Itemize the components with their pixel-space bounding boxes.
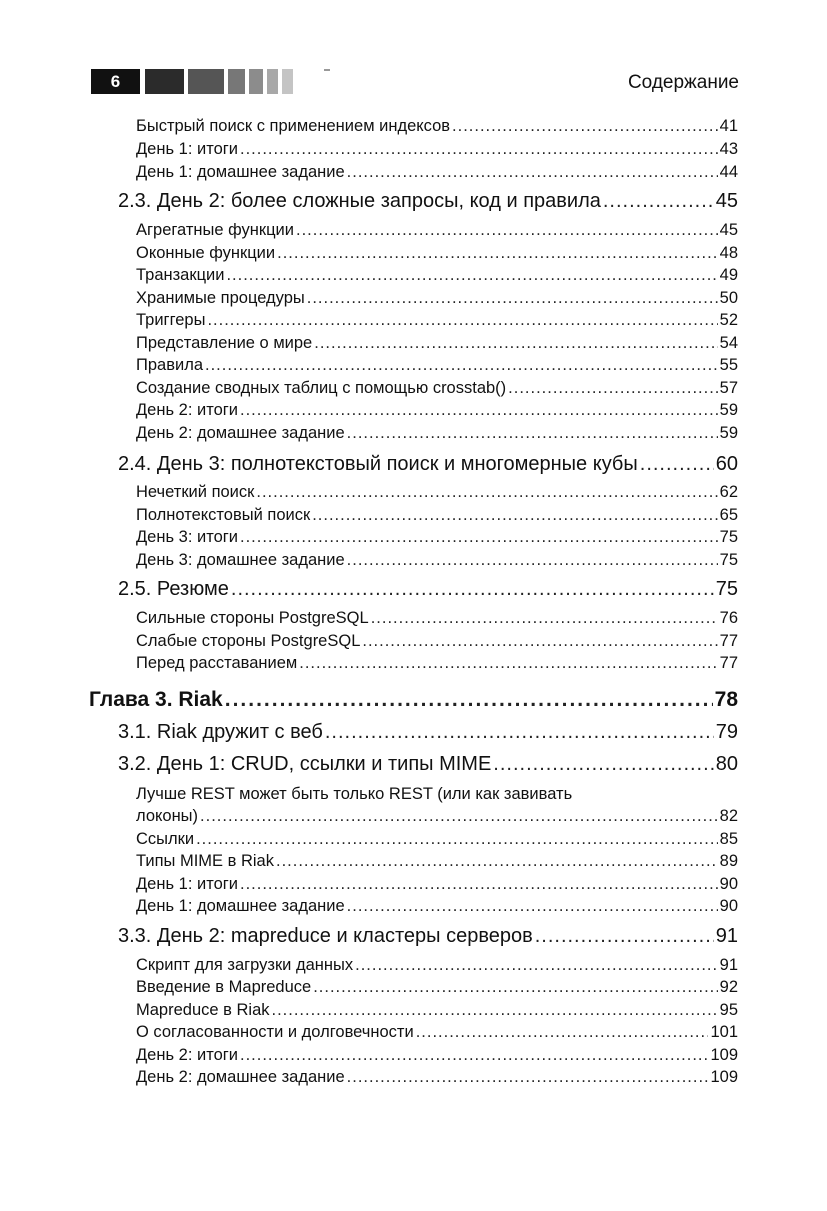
toc-leader xyxy=(493,753,713,776)
toc-leader xyxy=(347,163,718,182)
toc-entry-title: Транзакции xyxy=(136,266,225,284)
toc-entry-title: День 3: домашнее задание xyxy=(136,551,345,569)
toc-entry-title-line1: Лучше REST может быть только REST (или как завивать xyxy=(136,785,573,803)
toc-leader xyxy=(640,453,714,476)
toc-entry-page: 76 xyxy=(719,609,738,627)
toc-leader xyxy=(277,244,718,263)
toc-entry-title: Ссылки xyxy=(136,830,195,848)
toc-entry-page: 45 xyxy=(719,221,738,239)
toc-leader xyxy=(240,528,718,547)
toc-entry-title: Mapreduce в Riak xyxy=(136,1001,270,1019)
toc-leader xyxy=(256,483,717,502)
toc-entry-page: 109 xyxy=(710,1068,738,1086)
toc-entry-page: 44 xyxy=(719,163,738,181)
toc-section-page: 75 xyxy=(715,578,738,600)
toc-leader xyxy=(205,356,718,375)
toc-leader xyxy=(508,379,717,398)
header-decor-bar xyxy=(249,69,263,94)
header-decor-bar xyxy=(282,69,293,94)
toc-section-page: 91 xyxy=(715,925,738,947)
toc-entry[interactable] xyxy=(136,356,738,375)
page-header xyxy=(0,0,827,110)
toc-entry[interactable] xyxy=(136,424,738,443)
toc-leader xyxy=(535,925,714,948)
toc-entry-title: Оконные функции xyxy=(136,244,276,262)
toc-section-title: 3.3. День 2: mapreduce и кластеры серверов xyxy=(118,925,533,947)
toc-entry-title: Полнотекстовый поиск xyxy=(136,506,311,524)
toc-section-title: 2.4. День 3: полнотекстовый поиск и многомерные кубы xyxy=(118,453,638,475)
toc-section[interactable] xyxy=(118,453,738,476)
toc-leader xyxy=(276,852,718,871)
toc-entry[interactable] xyxy=(136,379,738,398)
toc-section[interactable] xyxy=(118,753,738,776)
toc-section-page: 79 xyxy=(715,721,738,743)
page-title: Содержание xyxy=(627,72,739,93)
toc-entry-title: Типы MIME в Riak xyxy=(136,852,274,870)
toc-leader xyxy=(231,578,714,601)
toc-entry[interactable] xyxy=(136,632,738,651)
toc-leader xyxy=(196,830,718,849)
toc-leader xyxy=(603,190,714,213)
toc-chapter-page: 78 xyxy=(714,688,738,711)
toc-entry-page: 85 xyxy=(719,830,738,848)
toc-leader xyxy=(272,1001,718,1020)
toc-entry[interactable] xyxy=(136,654,738,673)
toc-entry-title: День 1: домашнее задание xyxy=(136,897,345,915)
toc-entry-page: 49 xyxy=(719,266,738,284)
toc-entry-page: 57 xyxy=(719,379,738,397)
toc-entry-page: 43 xyxy=(719,140,738,158)
toc-entry-page: 91 xyxy=(719,956,738,974)
toc-entry-title: День 1: домашнее задание xyxy=(136,163,345,181)
toc-entry-title: локоны) xyxy=(136,807,199,825)
toc-chapter[interactable] xyxy=(89,688,738,712)
toc-entry-title: Слабые стороны PostgreSQL xyxy=(136,632,361,650)
toc-entry[interactable] xyxy=(136,1023,738,1042)
toc-entry-title: Правила xyxy=(136,356,203,374)
toc-leader xyxy=(240,1046,708,1065)
header-decor-bar xyxy=(145,69,184,94)
toc-entry[interactable] xyxy=(136,506,738,525)
toc-entry-title: Быстрый поиск с применением индексов xyxy=(136,117,451,135)
toc-entry[interactable] xyxy=(136,221,738,240)
header-decor-tick xyxy=(324,69,330,71)
toc-leader xyxy=(226,266,717,285)
toc-leader xyxy=(225,688,713,712)
toc-entry[interactable] xyxy=(136,401,738,420)
toc-leader xyxy=(416,1023,709,1042)
toc-entry-page: 59 xyxy=(719,401,738,419)
toc-section[interactable] xyxy=(118,578,738,601)
toc-leader xyxy=(200,807,718,826)
toc-entry-title: Нечеткий поиск xyxy=(136,483,255,501)
toc-entry[interactable] xyxy=(136,483,738,502)
toc-section-page: 60 xyxy=(715,453,738,475)
toc-entry-title: День 2: итоги xyxy=(136,1046,238,1064)
toc-entry-page: 90 xyxy=(719,875,738,893)
toc-leader xyxy=(312,506,717,525)
toc-entry[interactable] xyxy=(136,140,738,159)
toc-entry-title: День 2: домашнее задание xyxy=(136,424,345,442)
toc-section[interactable] xyxy=(118,721,738,744)
toc-entry[interactable] xyxy=(136,956,738,975)
toc-entry-title: Создание сводных таблиц с помощью crosstab() xyxy=(136,379,507,397)
toc-entry[interactable] xyxy=(136,978,738,997)
toc-leader xyxy=(325,721,714,744)
toc-leader xyxy=(347,897,718,916)
toc-leader xyxy=(313,978,717,997)
toc-leader xyxy=(314,334,717,353)
toc-entry-page: 41 xyxy=(719,117,738,135)
toc-leader xyxy=(452,117,718,136)
toc-entry-page: 55 xyxy=(719,356,738,374)
header-decor-bar xyxy=(267,69,278,94)
toc-section[interactable] xyxy=(118,190,738,213)
toc-entry-page: 75 xyxy=(719,528,738,546)
toc-entry[interactable] xyxy=(136,897,738,916)
toc-leader xyxy=(240,140,718,159)
toc-entry-page: 77 xyxy=(719,654,738,672)
toc-entry-page: 75 xyxy=(719,551,738,569)
toc-entry-title: Триггеры xyxy=(136,311,206,329)
toc-entry[interactable] xyxy=(136,1068,738,1087)
toc-leader xyxy=(347,551,718,570)
toc-entry[interactable] xyxy=(136,528,738,547)
toc-entry-title: Введение в Mapreduce xyxy=(136,978,312,996)
toc-entry-page: 52 xyxy=(719,311,738,329)
toc-entry-page: 89 xyxy=(719,852,738,870)
toc-entry[interactable] xyxy=(136,163,738,182)
toc-entry[interactable] xyxy=(136,551,738,570)
toc-leader xyxy=(207,311,717,330)
toc-section-page: 45 xyxy=(715,190,738,212)
toc-section-title: 3.1. Riak дружит с веб xyxy=(118,721,323,743)
toc-entry-title: День 1: итоги xyxy=(136,140,238,158)
toc-entry[interactable] xyxy=(136,289,738,308)
toc-leader xyxy=(307,289,718,308)
toc-section-title: 2.3. День 2: более сложные запросы, код и правила xyxy=(118,190,601,212)
toc-leader xyxy=(347,1068,709,1087)
toc-entry-page: 109 xyxy=(710,1046,738,1064)
toc-leader xyxy=(347,424,718,443)
toc-entry-title: Представление о мире xyxy=(136,334,313,352)
toc-entry[interactable] xyxy=(136,807,738,826)
toc-entry[interactable] xyxy=(136,266,738,285)
toc-leader xyxy=(362,632,717,651)
toc-entry-title: Перед расставанием xyxy=(136,654,298,672)
toc-entry-page: 50 xyxy=(719,289,738,307)
toc-leader xyxy=(355,956,718,975)
toc-leader xyxy=(371,609,718,628)
header-decor-bar xyxy=(228,69,245,94)
toc-entry[interactable] xyxy=(136,875,738,894)
toc-entry-page: 65 xyxy=(719,506,738,524)
toc-section-title: 2.5. Резюме xyxy=(118,578,229,600)
toc-entry-page: 92 xyxy=(719,978,738,996)
toc-entry-title: Агрегатные функции xyxy=(136,221,294,239)
toc-section-page: 80 xyxy=(715,753,738,775)
toc-entry-title: День 3: итоги xyxy=(136,528,238,546)
toc-entry-page: 62 xyxy=(719,483,738,501)
toc-entry-page: 101 xyxy=(710,1023,738,1041)
toc-entry-title: Сильные стороны PostgreSQL xyxy=(136,609,369,627)
toc-entry[interactable] xyxy=(136,311,738,330)
toc-entry[interactable] xyxy=(136,852,738,871)
toc-chapter-title: Глава 3. Riak xyxy=(89,688,223,711)
toc-entry-title: День 2: домашнее задание xyxy=(136,1068,345,1086)
toc-section-title: 3.2. День 1: CRUD, ссылки и типы MIME xyxy=(118,753,492,775)
toc-entry-title: О согласованности и долговечности xyxy=(136,1023,414,1041)
header-decor-bar xyxy=(188,69,224,94)
toc-entry[interactable] xyxy=(136,1001,738,1020)
toc-entry[interactable] xyxy=(136,830,738,849)
toc-entry-page: 48 xyxy=(719,244,738,262)
toc-entry-page: 95 xyxy=(719,1001,738,1019)
toc-entry[interactable] xyxy=(136,609,738,628)
toc-entry[interactable] xyxy=(136,244,738,263)
toc-entry[interactable] xyxy=(136,334,738,353)
page-number: 6 xyxy=(91,69,140,94)
toc-entry-title: День 1: итоги xyxy=(136,875,238,893)
toc-entry-page: 90 xyxy=(719,897,738,915)
toc-leader xyxy=(240,401,718,420)
toc-entry-page: 54 xyxy=(719,334,738,352)
toc-entry-page: 59 xyxy=(719,424,738,442)
toc-leader xyxy=(240,875,718,894)
toc-entry-page: 77 xyxy=(719,632,738,650)
toc-leader xyxy=(299,654,717,673)
toc-entry-title: Хранимые процедуры xyxy=(136,289,305,307)
toc-entry-title: День 2: итоги xyxy=(136,401,238,419)
toc-leader xyxy=(296,221,718,240)
toc-entry[interactable] xyxy=(136,1046,738,1065)
toc-entry-title: Скрипт для загрузки данных xyxy=(136,956,354,974)
toc-entry[interactable] xyxy=(136,117,738,136)
toc-entry-page: 82 xyxy=(719,807,738,825)
toc-section[interactable] xyxy=(118,925,738,948)
